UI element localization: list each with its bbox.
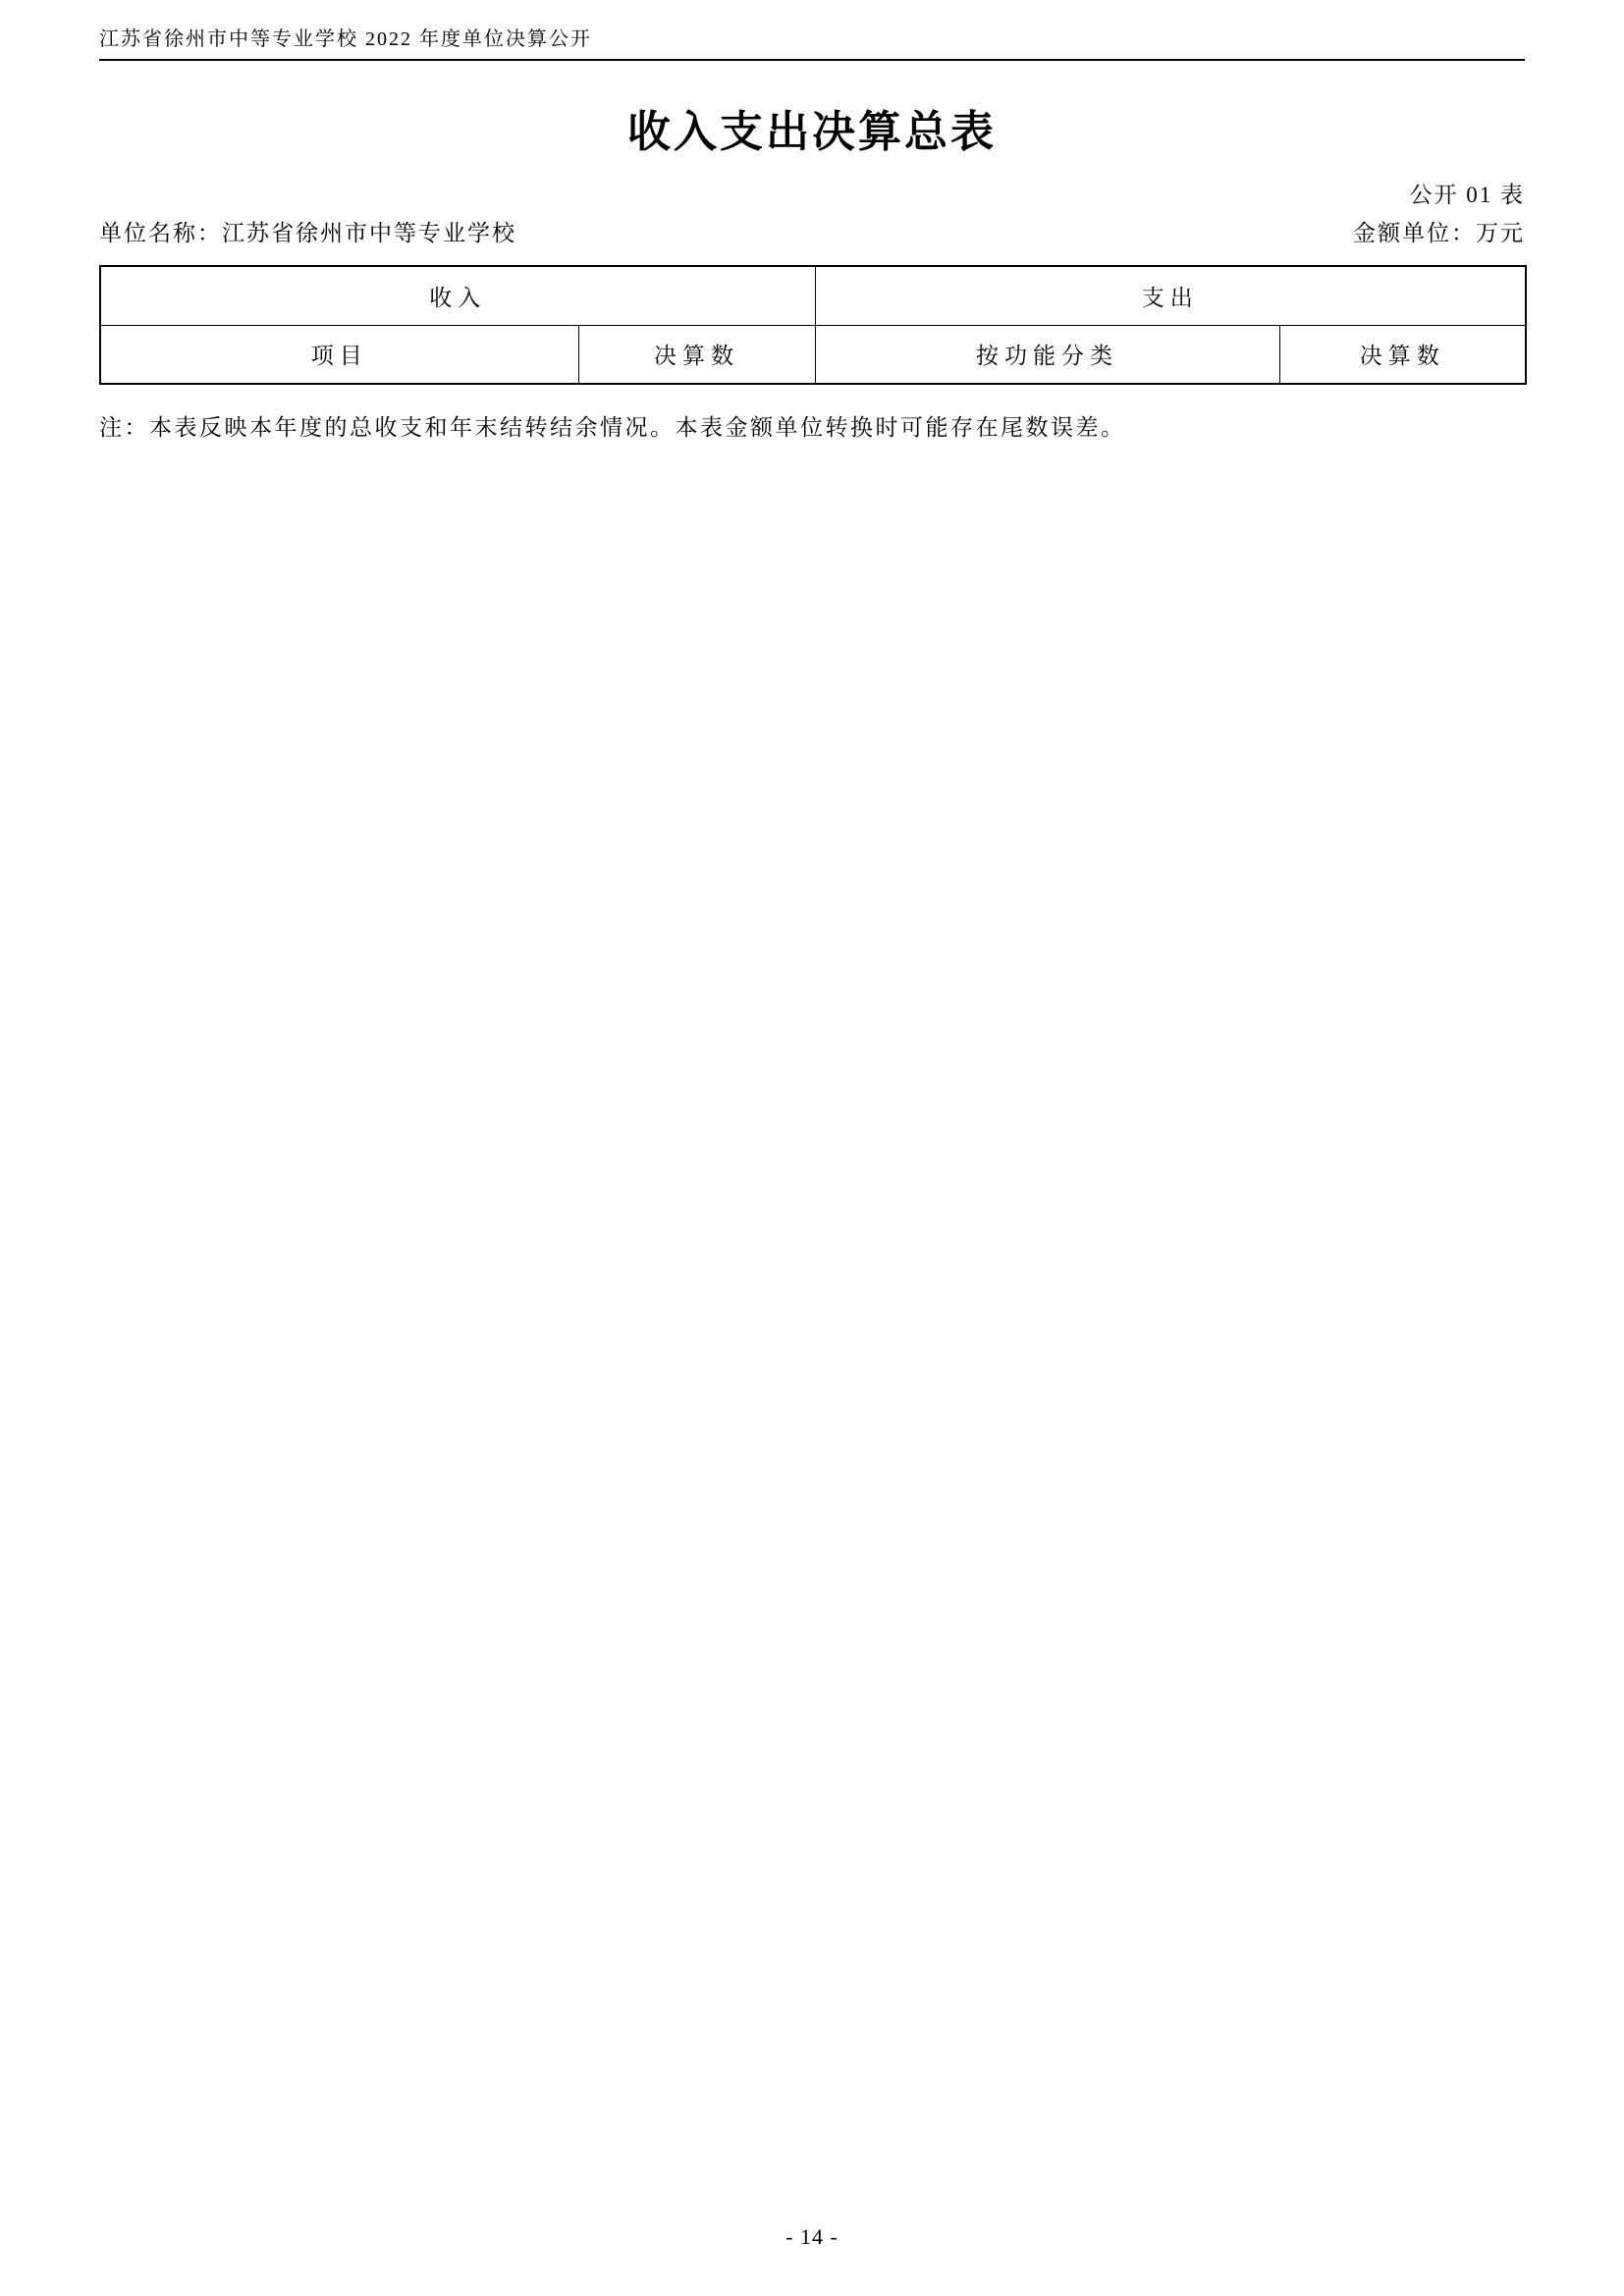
column-header-income-item: 项目 xyxy=(100,325,578,384)
income-section-header: 收入 xyxy=(100,266,815,325)
column-header-expense-item: 按功能分类 xyxy=(815,325,1279,384)
column-header-expense-amount: 决算数 xyxy=(1279,325,1526,384)
table-note: 注：本表反映本年度的总收支和年末结转结余情况。本表金额单位转换时可能存在尾数误差。 xyxy=(99,415,1126,440)
final-accounts-table xyxy=(99,265,1527,385)
column-header-row xyxy=(100,325,1526,384)
column-header-income-amount: 决算数 xyxy=(578,325,815,384)
amount-unit: 金额单位：万元 xyxy=(1353,221,1525,245)
table-number: 公开 01 表 xyxy=(1409,183,1525,207)
page-number: - 14 - xyxy=(785,2224,839,2249)
unit-name: 单位名称：江苏省徐州市中等专业学校 xyxy=(99,221,516,245)
section-header-row xyxy=(100,266,1526,325)
meta-line xyxy=(99,218,1525,249)
expense-section-header: 支出 xyxy=(815,266,1526,325)
page-title: 收入支出决算总表 xyxy=(627,108,997,156)
page-header: 江苏省徐州市中等专业学校 2022 年度单位决算公开 xyxy=(99,26,1525,61)
